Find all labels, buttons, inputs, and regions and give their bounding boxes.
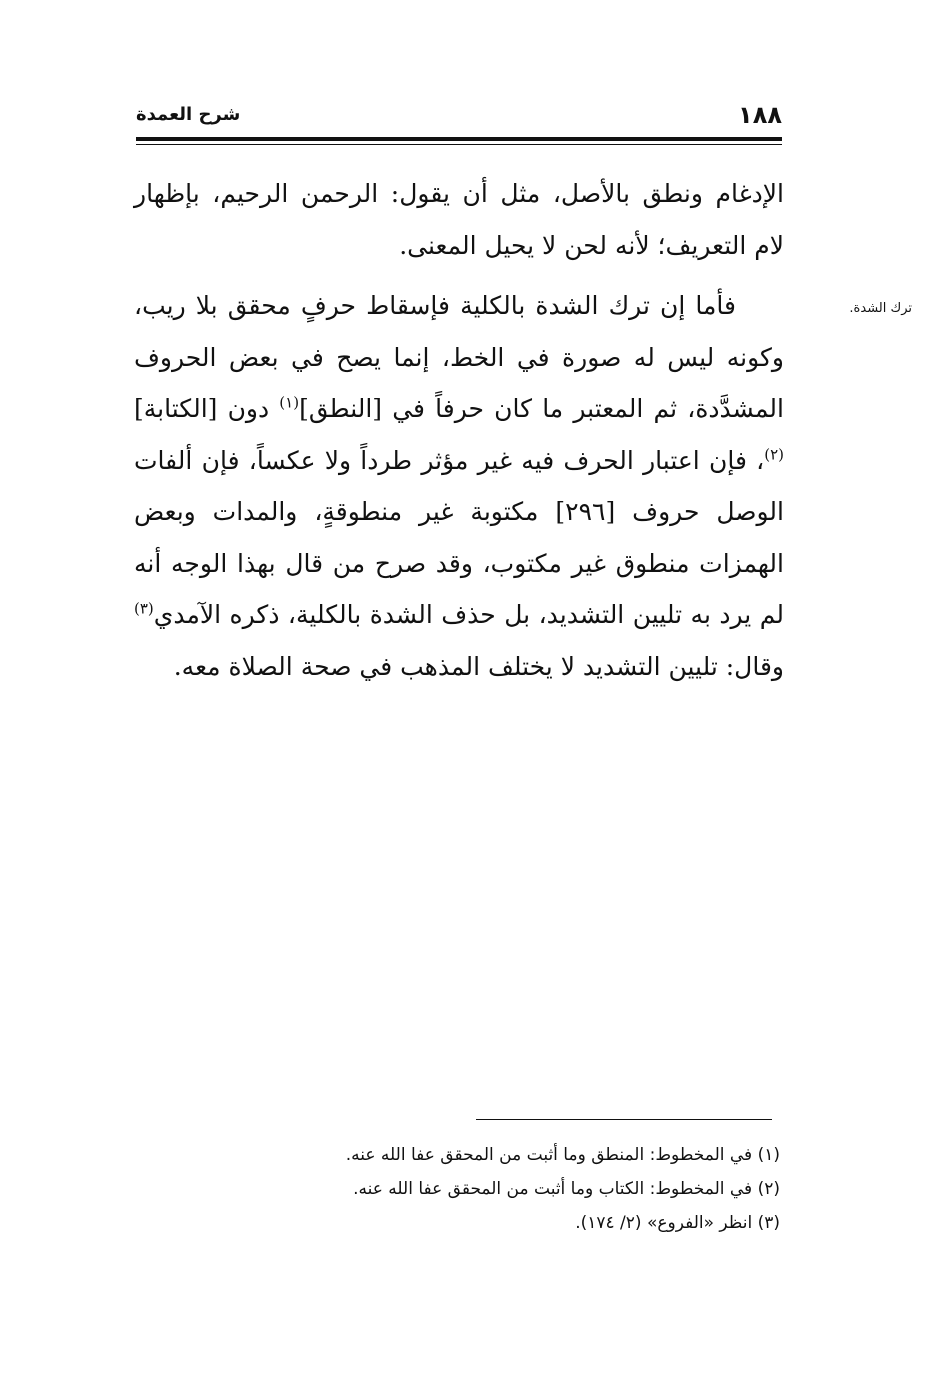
paragraph-2	[134, 280, 784, 692]
header-rule-thin	[136, 144, 782, 145]
running-title: شرح العمدة	[136, 104, 241, 125]
main-text	[134, 168, 784, 701]
footnote-ref-1[interactable]: (١)	[279, 393, 300, 412]
paragraph-2-part-3: ، فإن اعتبار الحرف فيه غير مؤثر طرداً ولا عكساً، فإن ألفات الوصل حروف [٢٩٦] مكتوبة غير منطوقةٍ، والمدات وبعض الهمزات منطوق غير مكتوب، وقد صرح من قال بهذا الوجه أنه لم يرد به تليين التشديد، بل حذف الشدة بالكلية، ذكره الآمدي	[134, 445, 784, 629]
paragraph-2-part-2: دون [الكتابة]	[134, 394, 280, 423]
footnote-ref-2[interactable]: (٢)	[764, 445, 784, 464]
paragraph-2-part-1: فأما إن ترك الشدة بالكلية فإسقاط حرفٍ محقق بلا ريب، وكونه ليس له صورة في الخط، إنما يصح في بعض الحروف المشدَّدة، ثم المعتبر ما كان حرفاً في [النطق]	[134, 291, 784, 423]
footnote-2: (٢) في المخطوط: الكتاب وما أثبت من المحقق عفا الله عنه.	[353, 1179, 780, 1199]
margin-note: ترك الشدة.	[849, 301, 912, 316]
paragraph-2-part-4: وقال: تليين التشديد لا يختلف المذهب في صحة الصلاة معه.	[173, 651, 784, 681]
footnotes	[136, 1138, 780, 1240]
footnote-separator	[476, 1119, 772, 1120]
page-header	[136, 98, 782, 132]
header-rule-thick	[136, 137, 782, 141]
paragraph-1: الإدغام ونطق بالأصل، مثل أن يقول: الرحمن الرحيم، بإظهار لام التعريف؛ لأنه لحن لا يحيل المعنى.	[134, 179, 784, 260]
footnote-3: (٣) انظر «الفروع» (٢/ ١٧٤).	[575, 1213, 780, 1233]
footnote-1: (١) في المخطوط: المنطق وما أثبت من المحقق عفا الله عنه.	[345, 1145, 780, 1165]
footnote-ref-3[interactable]: (٣)	[134, 599, 154, 618]
page-number: ١٨٨	[738, 101, 782, 129]
